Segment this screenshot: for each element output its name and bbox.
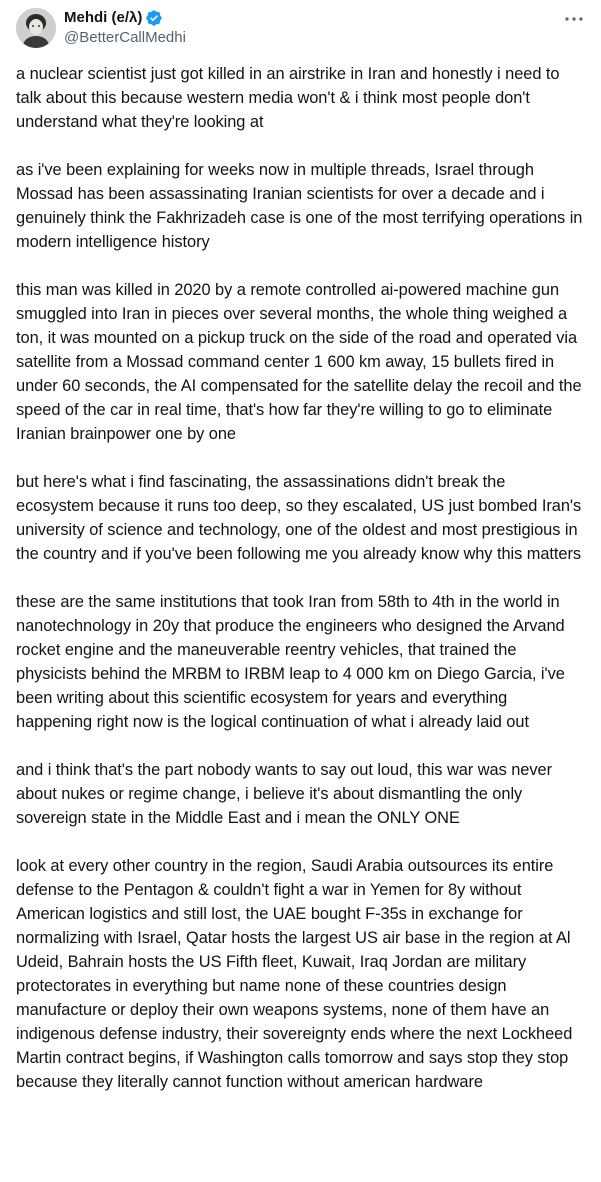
avatar[interactable] (16, 8, 56, 48)
tweet-text (16, 62, 587, 1118)
handle[interactable]: @BetterCallMedhi (64, 29, 186, 46)
more-button[interactable] (562, 10, 586, 28)
tweet-paragraph: these are the same institutions that took Iran from 58th to 4th in the world in nanotechnology in 20y that produce the engineers who designed the Arvand rocket engine and the maneuverable reentry vehicles, that trained the physicists behind the MRBM to IRBM leap to 4 000 km on Diego Garcia, i've been writing about this scientific ecosystem for years and everything happening right now is the logical continuation of what i already laid out (16, 593, 565, 731)
avatar-photo-icon (16, 8, 56, 48)
tweet-paragraph: this man was killed in 2020 by a remote controlled ai-powered machine gun smuggled into Iran in pieces over several months, the whole thing weighed a ton, it was mounted on a pickup truck on the side of the road and operated via satellite from a Mossad command center 1 600 km away, 15 bullets fired in under 60 seconds, the AI compensated for the satellite delay the recoil and the speed of the car in real time, that's how far they're willing to go to eliminate Iranian brainpower one by one (16, 281, 582, 443)
tweet-paragraph: but here's what i find fascinating, the assassinations didn't break the ecosystem because it runs too deep, so they escalated, US just bombed Iran's university of science and technology, one of the oldest and most prestigious in the country and if you've been following me you already know why this matters (16, 473, 582, 563)
tweet-paragraph: a nuclear scientist just got killed in an airstrike in Iran and honestly i need to talk about this because western media won't & i think most people don't understand what they're looking at (16, 65, 560, 131)
tweet-paragraph: and i think that's the part nobody wants to say out loud, this war was never about nukes or regime change, i believe it's about dismantling the only sovereign state in the Middle East and i mean the ONLY ONE (16, 761, 552, 827)
tweet-paragraph: as i've been explaining for weeks now in multiple threads, Israel through Mossad has been assassinating Iranian scientists for over a decade and i genuinely think the Fakhrizadeh case is one of the most terrifying operations in modern intelligence history (16, 161, 583, 251)
more-horizontal-icon (562, 10, 586, 28)
tweet-paragraph: look at every other country in the region, Saudi Arabia outsources its entire defense to the Pentagon & couldn't fight a war in Yemen for 8y without American logistics and still lost, the UAE bought F-35s in exchange for normalizing with Israel, Qatar hosts the largest US air base in the region at Al Udeid, Bahrain hosts the US Fifth fleet, Kuwait, Iraq Jordan are military protectorates in everything but name none of these countries design manufacture or deploy their own weapons systems, none of them have an indigenous defense industry, their sovereignty ends where the next Lockheed Martin contract begins, if Washington calls tomorrow and says stop they stop because they literally cannot function without american hardware (16, 857, 573, 1091)
display-name-row (64, 8, 186, 28)
tweet-header (16, 8, 586, 48)
verified-badge-icon (145, 9, 163, 27)
display-name[interactable]: Mehdi (e/λ) (64, 9, 143, 26)
author-names (64, 8, 186, 48)
